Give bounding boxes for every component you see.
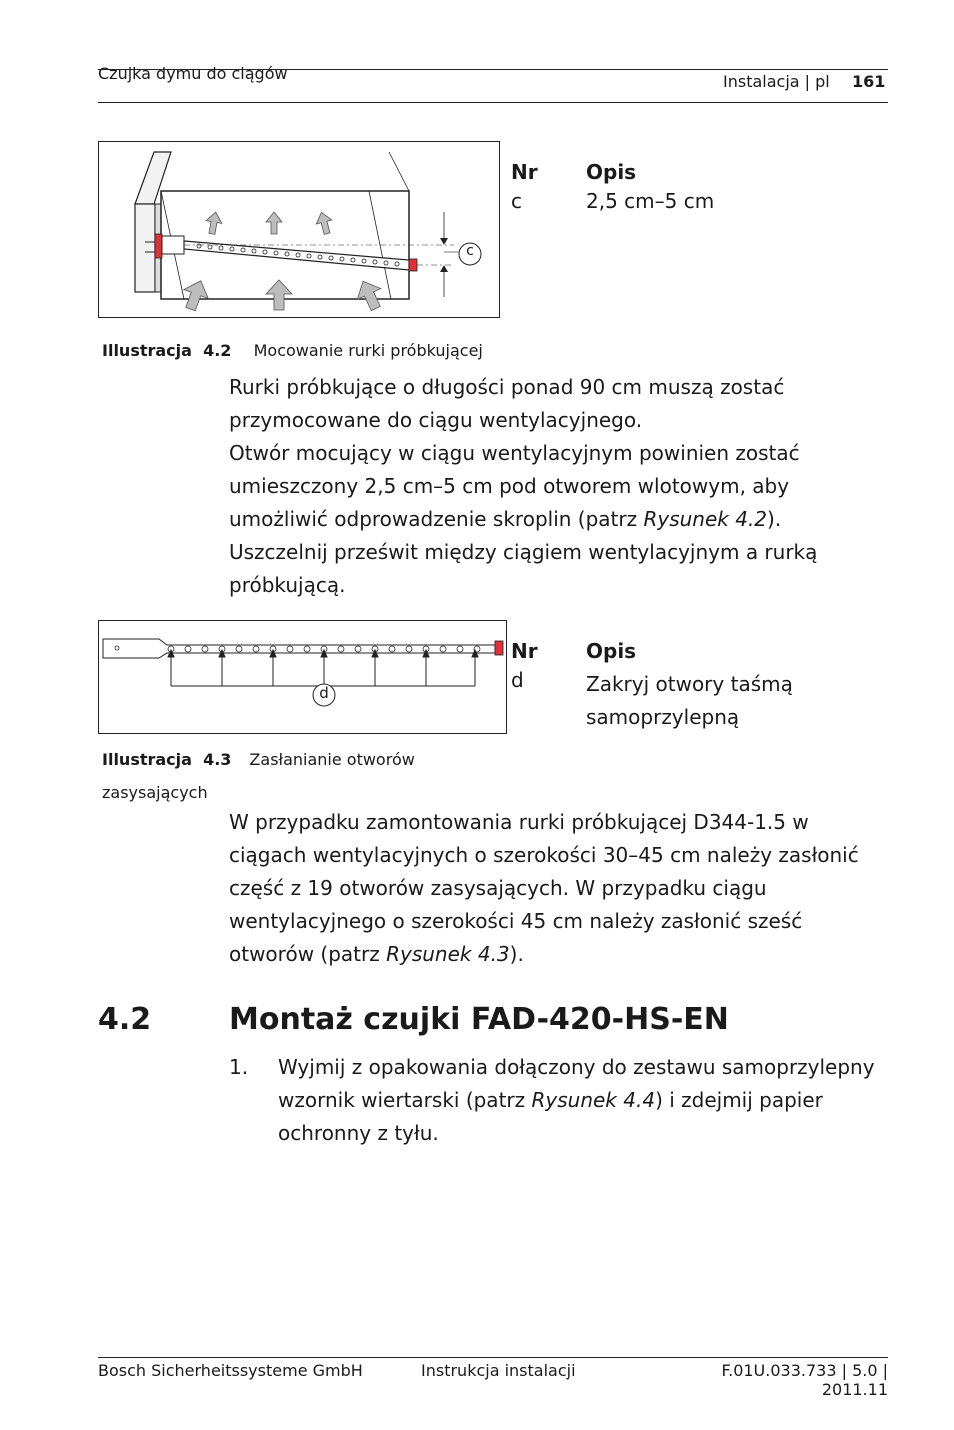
fig3-row-desc: Zakryj otwory taśmą samoprzylepną <box>586 672 793 729</box>
footer-company: Bosch Sicherheitssysteme GmbH <box>98 1361 363 1380</box>
ref-figure-4-2[interactable]: Rysunek 4.2 <box>643 507 768 531</box>
section-title: Montaż czujki FAD-420-HS-EN <box>229 1002 729 1037</box>
label-d: d <box>319 684 329 702</box>
fig3-caption-label: Illustracja 4.3 <box>102 750 232 769</box>
fig3-row-nr: d <box>511 668 524 692</box>
fig3-caption: Illustracja 4.3 Zasłanianie otworów zasysających <box>102 750 415 802</box>
footer-doc-id: F.01U.033.733 | 5.0 | 2011.11 <box>721 1361 888 1399</box>
fig3-col-nr: Nr <box>511 639 538 663</box>
fig2-row-desc: 2,5 cm–5 cm <box>586 189 715 213</box>
ref-figure-4-3[interactable]: Rysunek 4.3 <box>386 942 510 966</box>
fig2-caption <box>102 341 483 360</box>
step-number: 1. <box>229 1055 249 1079</box>
paragraph-tube-mounting: Rurki próbkujące o długości ponad 90 cm muszą zostać przymocowane do ciągu wentylacyjnego. Otwór mocujący w ciągu wentylacyjnym powinien zostać umieszczony 2,5 cm–5 cm pod otworem wlotowym, aby umożliwić odprowadzenie skroplin (patrz Rysunek 4.2). Uszczelnij prześwit między ciągiem wentylacyjnym a rurką próbkującą. <box>229 375 818 597</box>
fig2-caption-label: Illustracja 4.2 <box>102 341 232 360</box>
paragraph-hole-covering: W przypadku zamontowania rurki próbkującej D344-1.5 w ciągach wentylacyjnych o szerokości 30–45 cm należy zasłonić część z 19 otworów zasysających. W przypadku ciągu wentylacyjnego o szerokości 45 cm należy zasłonić sześć otworów (patrz Rysunek 4.3). <box>229 810 859 966</box>
header-rule-bottom <box>98 102 888 103</box>
fig2-caption-text: Mocowanie rurki próbkującej <box>253 341 483 360</box>
fig2-col-nr: Nr <box>511 160 538 184</box>
fig3-col-opis: Opis <box>586 639 637 663</box>
page-number: 161 <box>852 72 886 91</box>
fig2-row-nr: c <box>511 189 522 213</box>
label-c: c <box>466 243 474 259</box>
figure-4-3 <box>98 620 507 734</box>
fig3-caption-text: Zasłanianie otworów <box>249 750 415 769</box>
running-header-section: Instalacja | pl <box>723 72 830 91</box>
fig2-col-opis: Opis <box>586 160 637 184</box>
running-header-title: Czujka dymu do ciągów <box>98 64 288 83</box>
tube-holes-diagram <box>99 621 506 733</box>
step-1-text: Wyjmij z opakowania dołączony do zestawu samoprzylepny wzornik wiertarski (patrz Rysunek 4.4) i zdejmij papier ochronny z tyłu. <box>278 1055 875 1145</box>
figure-4-2 <box>98 141 500 318</box>
footer-rule <box>98 1357 888 1358</box>
section-number: 4.2 <box>98 1002 152 1037</box>
footer-doc-type: Instrukcja instalacji <box>421 1361 576 1380</box>
duct-mounting-diagram <box>99 142 499 317</box>
ref-figure-4-4[interactable]: Rysunek 4.4 <box>531 1088 656 1112</box>
